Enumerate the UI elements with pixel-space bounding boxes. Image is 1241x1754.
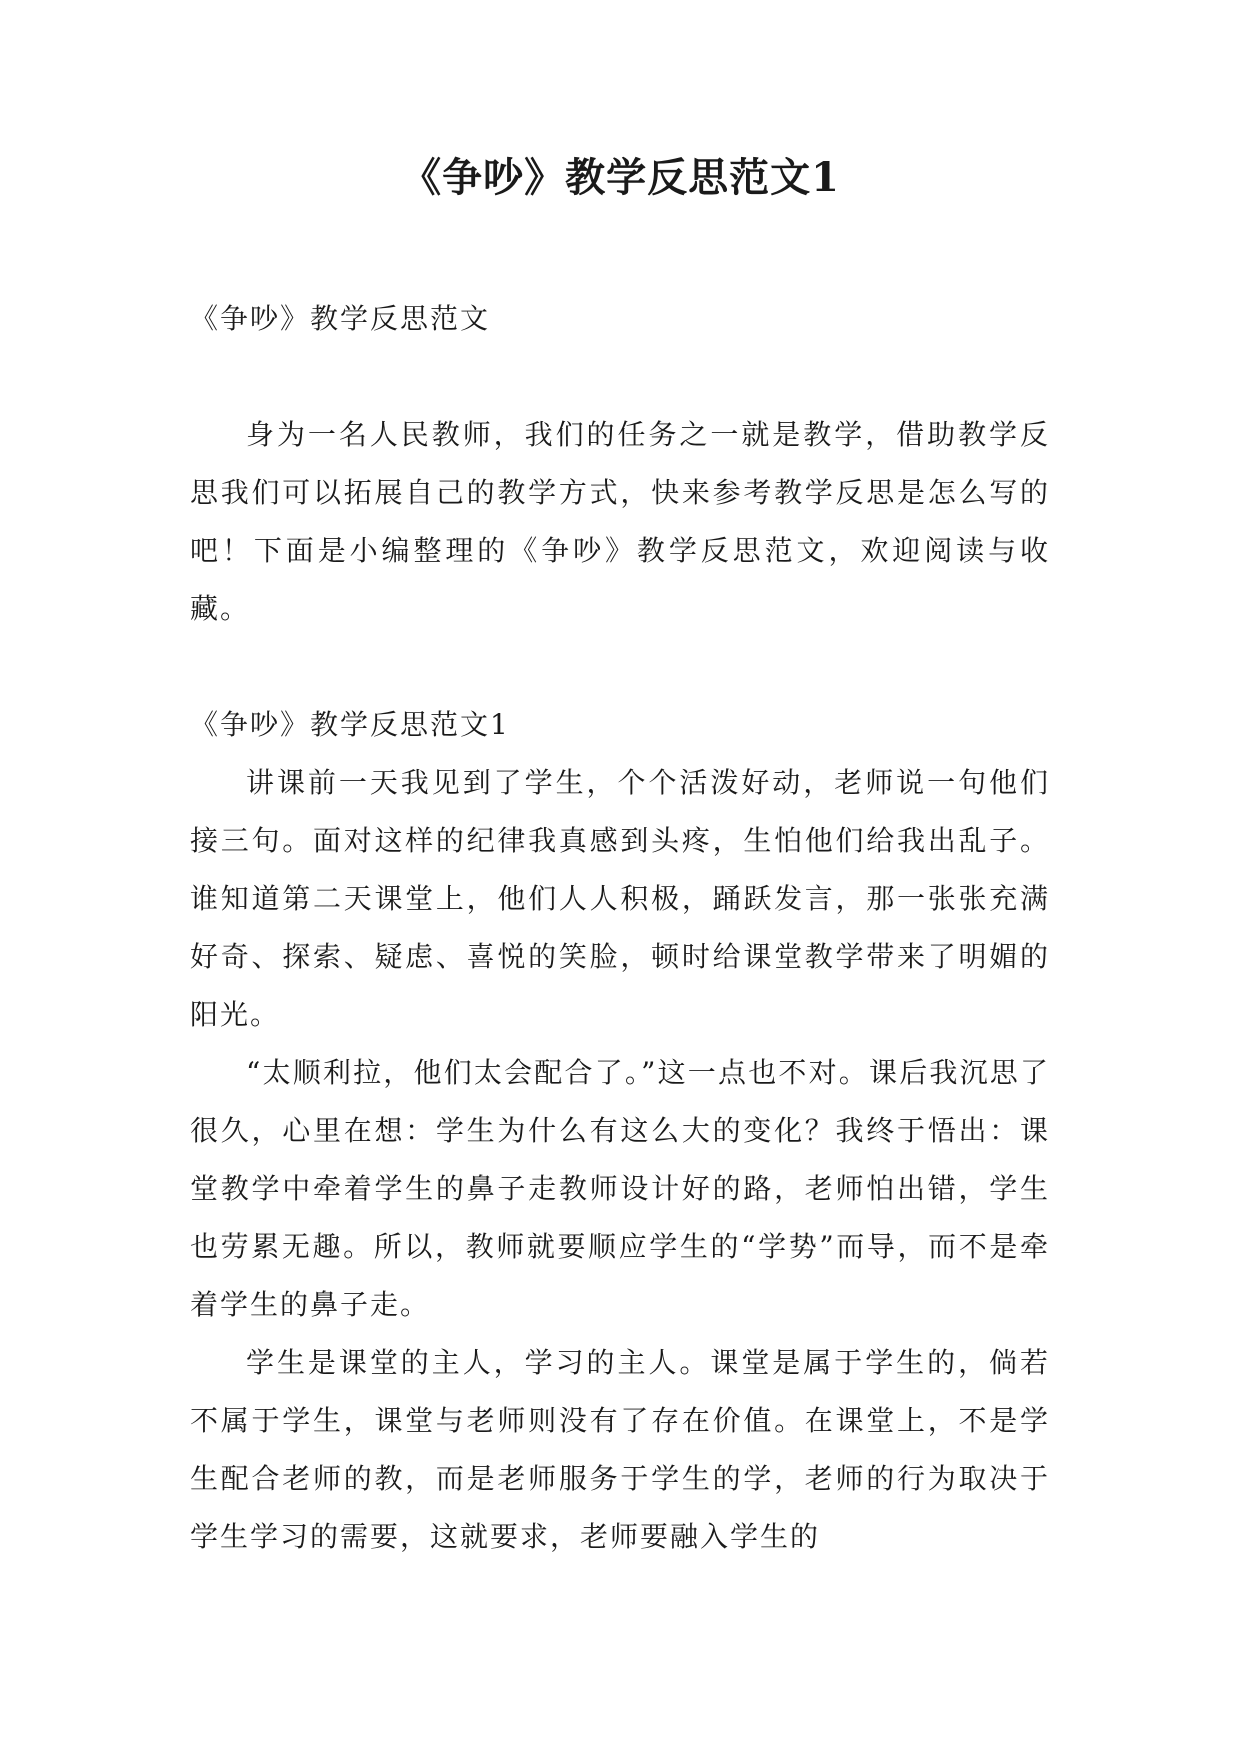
spacer (190, 638, 1050, 696)
body-paragraph-2: “太顺利拉，他们太会配合了。”这一点也不对。课后我沉思了很久，心里在想：学生为什么有这么大的变化？我终于悟出：课堂教学中牵着学生的鼻子走教师设计好的路，老师怕出错，学生也劳累无趣。所以，教师就要顺应学生的“学势”而导，而不是牵着学生的鼻子走。 (190, 1056, 1050, 1321)
document-subtitle: 《争吵》教学反思范文 (190, 302, 491, 335)
document-title: 《争吵》教学反思范文1 (401, 154, 840, 201)
intro-paragraph: 身为一名人民教师，我们的任务之一就是教学，借助教学反思我们可以拓展自己的教学方式，快来参考教学反思是怎么写的吧！下面是小编整理的《争吵》教学反思范文，欢迎阅读与收藏。 (190, 418, 1050, 625)
document-body (190, 290, 1050, 1566)
body-paragraph-3: 学生是课堂的主人，学习的主人。课堂是属于学生的，倘若不属于学生，课堂与老师则没有了存在价值。在课堂上，不是学生配合老师的教，而是老师服务于学生的学，老师的行为取决于学生学习的需要，这就要求，老师要融入学生的 (190, 1346, 1050, 1553)
body-paragraph-1: 讲课前一天我见到了学生，个个活泼好动，老师说一句他们接三句。面对这样的纪律我真感到头疼，生怕他们给我出乱子。谁知道第二天课堂上，他们人人积极，踊跃发言，那一张张充满好奇、探索、疑虑、喜悦的笑脸，顿时给课堂教学带来了明媚的阳光。 (190, 766, 1050, 1031)
section-heading: 《争吵》教学反思范文1 (190, 708, 510, 741)
spacer (190, 348, 1050, 406)
